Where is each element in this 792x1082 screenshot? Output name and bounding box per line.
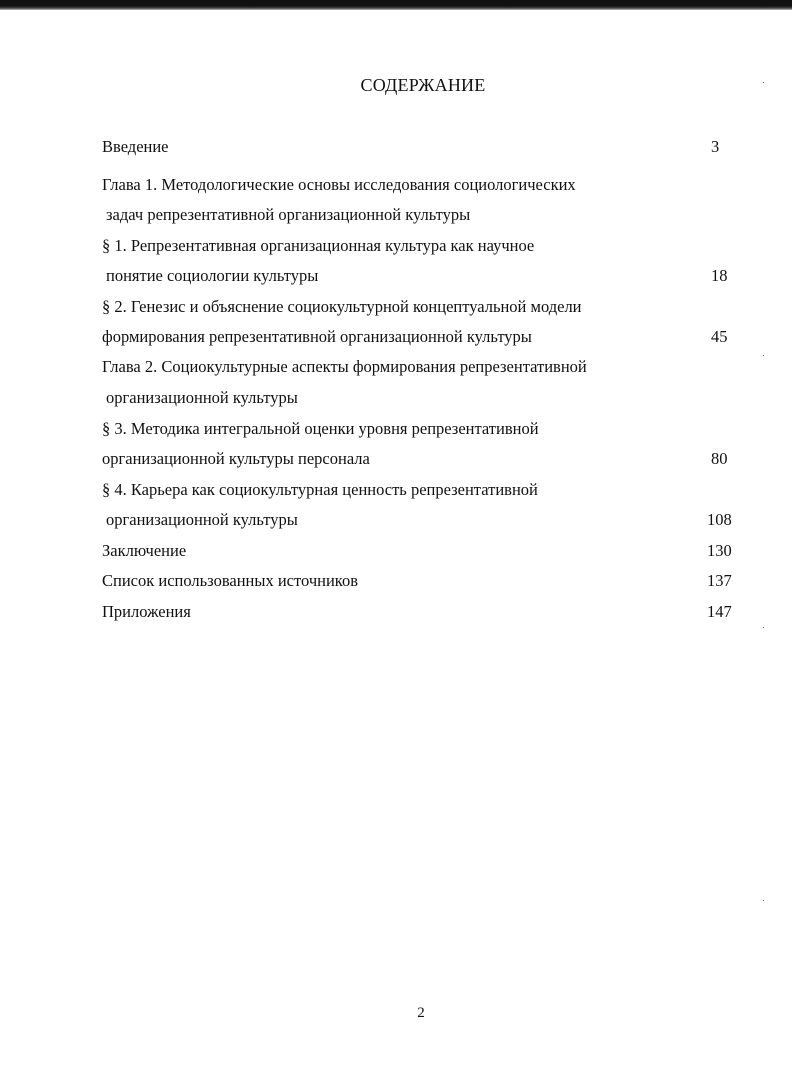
toc-entry-section-4-cont: организационной культуры bbox=[106, 510, 298, 529]
toc-entry-introduction: Введение bbox=[102, 137, 169, 156]
toc-entry-section-3: § 3. Методика интегральной оценки уровня репрезентативной bbox=[102, 419, 539, 438]
toc-entry-conclusion: Заключение bbox=[102, 541, 187, 560]
toc-page-section-4: 108 bbox=[707, 510, 732, 529]
toc-page-references: 137 bbox=[707, 571, 732, 590]
toc-entry-appendices: Приложения bbox=[102, 602, 191, 621]
toc-entry-section-3-cont: организационной культуры персонала bbox=[102, 449, 370, 468]
scan-speck bbox=[763, 82, 764, 83]
toc-entry-section-4: § 4. Карьера как социокультурная ценность репрезентативной bbox=[102, 480, 538, 499]
toc-page-introduction: 3 bbox=[711, 137, 720, 156]
toc-entry-section-2: § 2. Генезис и объяснение социокультурной концептуальной модели bbox=[102, 297, 582, 316]
page-title: СОДЕРЖАНИЕ bbox=[360, 75, 486, 95]
toc-page-conclusion: 130 bbox=[707, 541, 732, 560]
toc-entry-references: Список использованных источников bbox=[102, 571, 358, 590]
page-number: 2 bbox=[417, 1005, 425, 1021]
toc-entry-section-2-cont: формирования репрезентативной организационной культуры bbox=[102, 327, 532, 346]
toc-page-section-1: 18 bbox=[711, 266, 728, 285]
scan-edge bbox=[0, 0, 792, 10]
toc-entry-chapter-1-cont: задач репрезентативной организационной культуры bbox=[106, 205, 471, 224]
toc-page-appendices: 147 bbox=[707, 602, 732, 621]
scan-speck bbox=[763, 627, 764, 628]
toc-entry-section-1-cont: понятие социологии культуры bbox=[106, 266, 319, 285]
toc-entry-section-1: § 1. Репрезентативная организационная культура как научное bbox=[102, 236, 535, 255]
toc-page-section-2: 45 bbox=[711, 327, 728, 346]
toc-entry-chapter-1: Глава 1. Методологические основы исследования социологических bbox=[102, 175, 576, 194]
toc-entry-chapter-2-cont: организационной культуры bbox=[106, 388, 298, 407]
toc-entry-chapter-2: Глава 2. Социокультурные аспекты формирования репрезентативной bbox=[102, 357, 587, 376]
scan-speck bbox=[763, 900, 764, 901]
toc-page-section-3: 80 bbox=[711, 449, 728, 468]
scan-speck bbox=[763, 355, 764, 356]
